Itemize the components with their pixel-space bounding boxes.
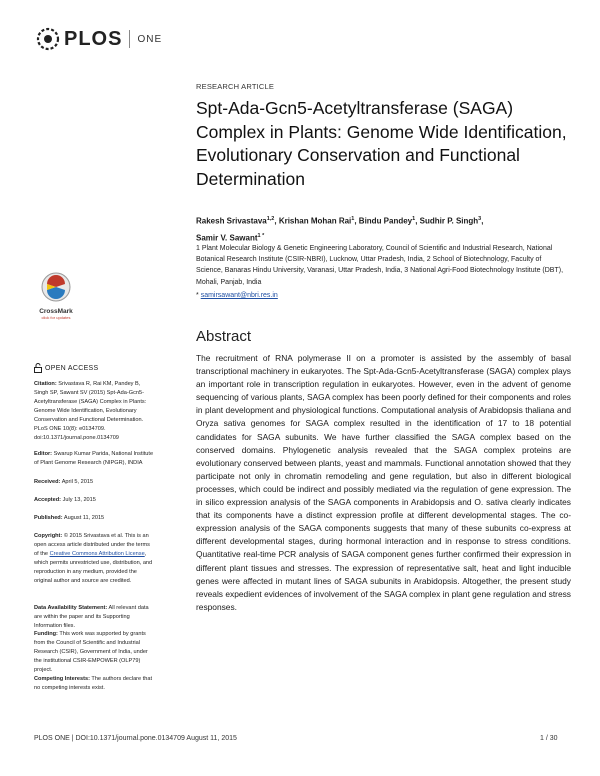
author-list: [196, 212, 568, 245]
plos-logo-icon: [36, 27, 60, 51]
open-lock-icon: [34, 363, 42, 373]
author-name[interactable]: , Krishan Mohan Rai: [274, 216, 352, 226]
funding-block: [34, 630, 156, 675]
citation-text: Srivastava R, Rai KM, Pandey B, Singh SP, Sawant SV (2015) Spt-Ada-Gcn5-Acetyltransferase (SAGA) Complex in Plants: Genome Wide Identification, Evolutionary Conservation and Functional Determination. PLoS ONE 10(8): e0134709. doi:10.1371/journal.pone.0134709: [34, 381, 147, 441]
logo-journal: ONE: [137, 33, 163, 45]
abstract-text: The recruitment of RNA polymerase II on a promoter is assisted by the assembly of basal transcriptional machinery in eukaryotes. The Spt-Ada-Gcn5-Acetyltransferase (SAGA) complex plays an important role in transcription regulation in eukaryotes. However, even in the advent of genome sequencing of various plants, SAGA complex has been poorly defined for their components and roles in plant development and physiological functions. Computational analysis of Arabidopsis thaliana and Oryza sativa genomes for SAGA complex resulted in the identification of 17 to 18 potential candidates for SAGA subunits. We have further classified the SAGA complex based on the conserved domains. Phylogenetic analysis revealed that the SAGA complex proteins are evolutionary conserved between plants, yeast and mammals. Functional annotation showed that they participate not only in chromatin remodeling and gene regulation, but also in different biological processes, which could be indirect and possibly mediated via the regulation of gene expression. The in silico expression analysis of the SAGA components in Arabidopsis and O. sativa clearly indicates that its components have a distinct expression profile at different developmental stages. The co-expression analysis of the SAGA components suggests that many of these subunits co-express at different developmental stages, during hormonal interaction and in response to stress conditions. Quantitative real-time PCR analysis of SAGA component genes further confirmed their expression in different plant tissues and stresses. The expression of representative salt, heat and light inducible genes were affected in mutant lines of SAGA subunits in Arabidopsis. Altogether, the present study reveals expedient evidences of involvement of the SAGA complex in plant gene regulation and stress responses.: [196, 353, 571, 612]
published-text: August 11, 2015: [63, 515, 105, 521]
page-number: 1 / 30: [540, 735, 558, 742]
citation-label: Citation:: [34, 381, 57, 387]
author-affil-sup: 1 *: [257, 232, 265, 239]
data-availability-text: All relevant data are within the paper and its Supporting Information files.: [34, 605, 149, 629]
received-text: April 5, 2015: [61, 479, 94, 485]
article-type: RESEARCH ARTICLE: [196, 82, 275, 91]
published-block: [34, 514, 156, 523]
author-affil-sup: 1: [412, 216, 416, 222]
crossmark-sub: click for updates: [41, 315, 71, 320]
author-name[interactable]: Samir V. Sawant: [196, 233, 258, 243]
copyright-block: [34, 532, 156, 586]
author-name[interactable]: , Bindu Pandey: [354, 216, 413, 226]
footer-citation: PLOS ONE | DOI:10.1371/journal.pone.0134709 August 11, 2015: [34, 735, 237, 742]
license-link[interactable]: Creative Commons Attribution License: [49, 551, 145, 557]
citation-block: [34, 380, 156, 443]
corresponding-email: [196, 292, 278, 299]
logo-text: PLOS: [64, 27, 123, 50]
competing-interests-block: [34, 675, 156, 693]
data-availability-label: Data Availability Statement:: [34, 605, 108, 611]
crossmark-icon: [41, 272, 71, 302]
editor-label: Editor:: [34, 451, 53, 457]
editor-text: Swarup Kumar Parida, National Institute of Plant Genome Research (NIPGR), INDIA: [34, 451, 154, 466]
accepted-label: Accepted:: [34, 497, 62, 503]
accepted-block: [34, 496, 156, 505]
funding-label: Funding:: [34, 631, 58, 637]
received-block: [34, 478, 156, 487]
data-availability-block: [34, 604, 156, 631]
copyright-label: Copyright:: [34, 533, 63, 539]
funding-text: This work was supported by grants from the Council of Scientific and Industrial Research (CSIR), Government of India, under the institutional CSIR-EMPOWER (OLP79) project.: [34, 631, 148, 673]
author-affil-sup: 1,2: [266, 216, 275, 222]
open-access-label: OPEN ACCESS: [45, 364, 99, 372]
competing-interests-label: Competing Interests:: [34, 676, 90, 682]
email-marker: *: [196, 292, 199, 299]
crossmark-label: CrossMark: [39, 308, 73, 315]
logo-divider: [129, 30, 130, 48]
email-link[interactable]: samirsawant@nbri.res.in: [200, 292, 278, 299]
competing-interests-text: The authors declare that no competing interests exist.: [34, 676, 153, 691]
article-title: Spt-Ada-Gcn5-Acetyltransferase (SAGA) Complex in Plants: Genome Wide Identification, Evolutionary Conservation and Functional Determination: [196, 98, 567, 189]
author-name[interactable]: Rakesh Srivastava: [196, 216, 267, 226]
author-affil-sup: 1: [351, 216, 355, 222]
author-name[interactable]: , Sudhir P. Singh: [415, 216, 479, 226]
affiliations: 1 Plant Molecular Biology & Genetic Engineering Laboratory, Council of Scientific and Industrial Research, National Botanical Research Institute (CSIR-NBRI), Lucknow, Uttar Pradesh, India, 2 School of Biotechnology, Faculty of Science, Banaras Hindu University, Varanasi, Uttar Pradesh, India, 3 National Agri-Food Biotechnology Institute (DBT), Mohali, Panjab, India: [196, 245, 564, 286]
copyright-text-end: , which permits unrestricted use, distribution, and reproduction in any medium, provided the original author and source are credited.: [34, 551, 153, 584]
abstract-heading: Abstract: [196, 328, 252, 345]
accepted-text: July 13, 2015: [62, 497, 96, 503]
copyright-text: © 2015 Srivastava et al. This is an open access article distributed under the terms of the: [34, 533, 150, 557]
published-label: Published:: [34, 515, 63, 521]
plos-one-logo[interactable]: [36, 26, 162, 52]
open-access-badge: [34, 363, 98, 373]
editor-block: [34, 450, 156, 468]
crossmark-badge[interactable]: [34, 272, 78, 320]
author-separator: ,: [481, 216, 484, 226]
author-affil-sup: 3: [478, 216, 482, 222]
received-label: Received:: [34, 479, 61, 485]
